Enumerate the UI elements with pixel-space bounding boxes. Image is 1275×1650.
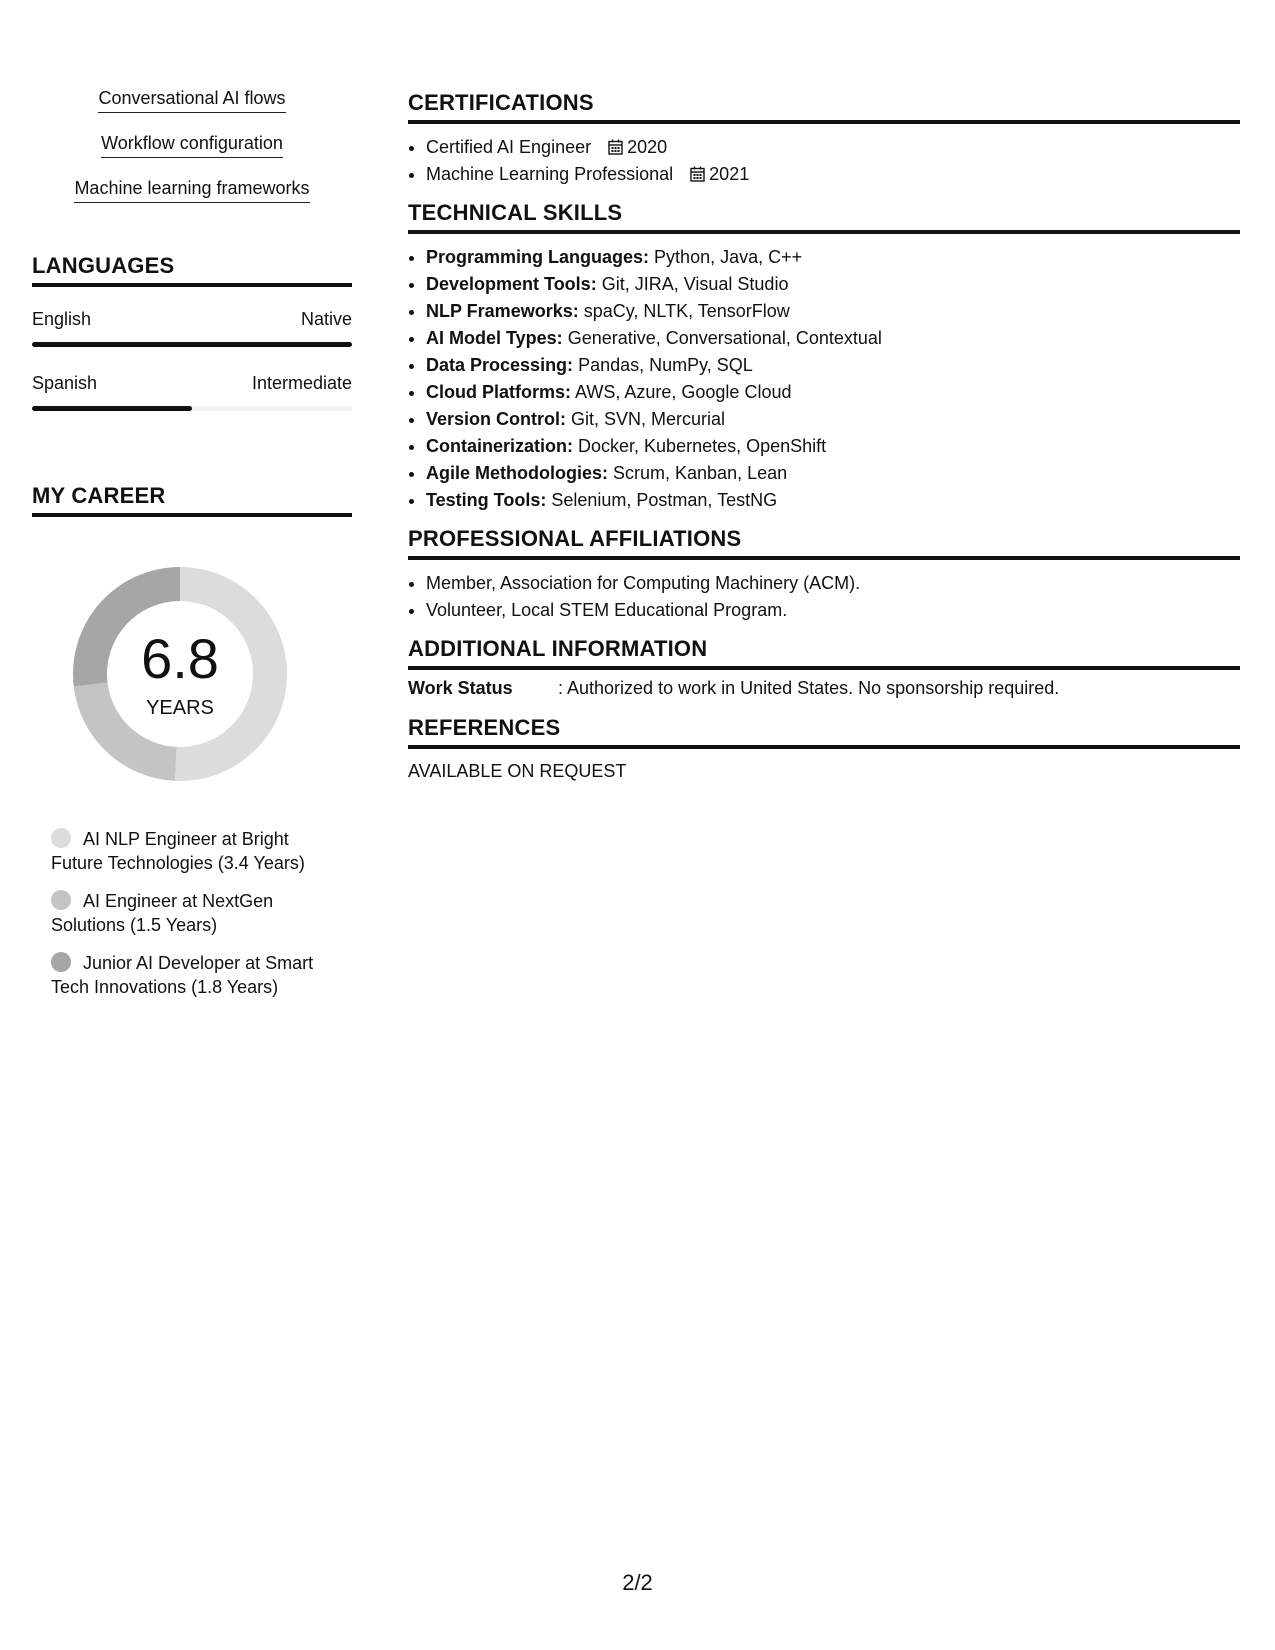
skill-tag: Workflow configuration	[101, 133, 283, 158]
skill-value: AWS, Azure, Google Cloud	[575, 382, 792, 402]
certification-name: Machine Learning Professional	[426, 164, 674, 184]
skill-value: Python, Java, C++	[654, 247, 803, 267]
skill-value: Scrum, Kanban, Lean	[613, 463, 788, 483]
certification-item	[426, 161, 1240, 188]
skill-label: Containerization:	[426, 436, 573, 456]
certification-name: Certified AI Engineer	[426, 137, 592, 157]
legend-label: AI Engineer at NextGen Solutions (1.5 Years)	[51, 891, 274, 935]
skill-label: Testing Tools:	[426, 490, 547, 510]
technical-skills-title: TECHNICAL SKILLS	[408, 200, 1240, 234]
language-bar-fill	[32, 406, 192, 411]
career-total-unit: YEARS	[146, 697, 214, 719]
language-bar	[32, 342, 352, 347]
career-total-years: 6.8	[141, 627, 219, 690]
career-legend	[51, 827, 341, 999]
skill-value: Docker, Kubernetes, OpenShift	[578, 436, 827, 456]
skill-label: AI Model Types:	[426, 328, 563, 348]
skill-label: Development Tools:	[426, 274, 597, 294]
skill-value: Generative, Conversational, Contextual	[567, 328, 882, 348]
career-title: MY CAREER	[32, 483, 352, 517]
skill-label: Cloud Platforms:	[426, 382, 572, 402]
skill-label: Data Processing:	[426, 355, 574, 375]
skill-value: Selenium, Postman, TestNG	[551, 490, 778, 510]
language-item	[32, 373, 352, 411]
affiliations-section	[408, 526, 1240, 624]
language-bar-fill	[32, 342, 352, 347]
languages-title: LANGUAGES	[32, 253, 352, 287]
legend-item	[51, 951, 341, 999]
skill-item	[426, 298, 1240, 325]
calendar-icon	[690, 166, 705, 182]
legend-dot-icon	[51, 828, 71, 848]
skill-item	[426, 406, 1240, 433]
left-column	[32, 80, 352, 1013]
skill-label: Version Control:	[426, 409, 567, 429]
certification-item	[426, 134, 1240, 161]
skill-label: NLP Frameworks:	[426, 301, 579, 321]
technical-skills-section	[408, 200, 1240, 514]
language-name: English	[32, 309, 92, 329]
skill-tag: Conversational AI flows	[98, 88, 285, 113]
skill-item	[426, 352, 1240, 379]
language-bar	[32, 406, 352, 411]
skill-value: spaCy, NLTK, TensorFlow	[583, 301, 790, 321]
language-level: Native	[300, 309, 352, 329]
work-status-label: Work Status	[408, 678, 513, 698]
work-status-value: : Authorized to work in United States. No sponsorship required.	[558, 678, 1060, 698]
languages-section	[32, 253, 352, 411]
legend-item	[51, 827, 341, 875]
legend-label: Junior AI Developer at Smart Tech Innovations (1.8 Years)	[51, 953, 314, 997]
legend-item	[51, 889, 341, 937]
certification-year: 2021	[709, 164, 750, 184]
skill-item	[426, 379, 1240, 406]
legend-dot-icon	[51, 890, 71, 910]
skill-item	[426, 244, 1240, 271]
language-item	[32, 309, 352, 347]
skill-item	[426, 325, 1240, 352]
calendar-icon	[608, 139, 623, 155]
page-number: 2/2	[622, 1570, 653, 1595]
skill-tags	[32, 80, 352, 215]
legend-dot-icon	[51, 952, 71, 972]
certifications-title: CERTIFICATIONS	[408, 90, 1240, 124]
skill-value: Git, SVN, Mercurial	[571, 409, 726, 429]
right-column	[408, 80, 1240, 782]
references-section	[408, 715, 1240, 782]
career-section	[32, 483, 352, 999]
additional-info-title: ADDITIONAL INFORMATION	[408, 636, 1240, 670]
certifications-section	[408, 90, 1240, 188]
references-text: AVAILABLE ON REQUEST	[408, 761, 627, 781]
skill-item	[426, 271, 1240, 298]
skill-value: Pandas, NumPy, SQL	[578, 355, 753, 375]
skill-item	[426, 433, 1240, 460]
skill-label: Programming Languages:	[426, 247, 650, 267]
affiliation-item: • Volunteer, Local STEM Educational Program.	[426, 597, 1240, 624]
skill-label: Agile Methodologies:	[426, 463, 608, 483]
language-level: Intermediate	[251, 373, 352, 393]
legend-label: AI NLP Engineer at Bright Future Technologies (3.4 Years)	[51, 829, 305, 873]
certification-year: 2020	[627, 137, 668, 157]
language-name: Spanish	[32, 373, 98, 393]
skill-tag: Machine learning frameworks	[74, 178, 309, 203]
references-title: REFERENCES	[408, 715, 1240, 749]
affiliation-item: • Member, Association for Computing Machinery (ACM).	[426, 570, 1240, 597]
skill-value: Git, JIRA, Visual Studio	[601, 274, 789, 294]
affiliations-title: PROFESSIONAL AFFILIATIONS	[408, 526, 1240, 560]
additional-info-section	[408, 636, 1240, 699]
skill-item	[426, 460, 1240, 487]
skill-item	[426, 487, 1240, 514]
career-donut-chart	[65, 559, 295, 789]
